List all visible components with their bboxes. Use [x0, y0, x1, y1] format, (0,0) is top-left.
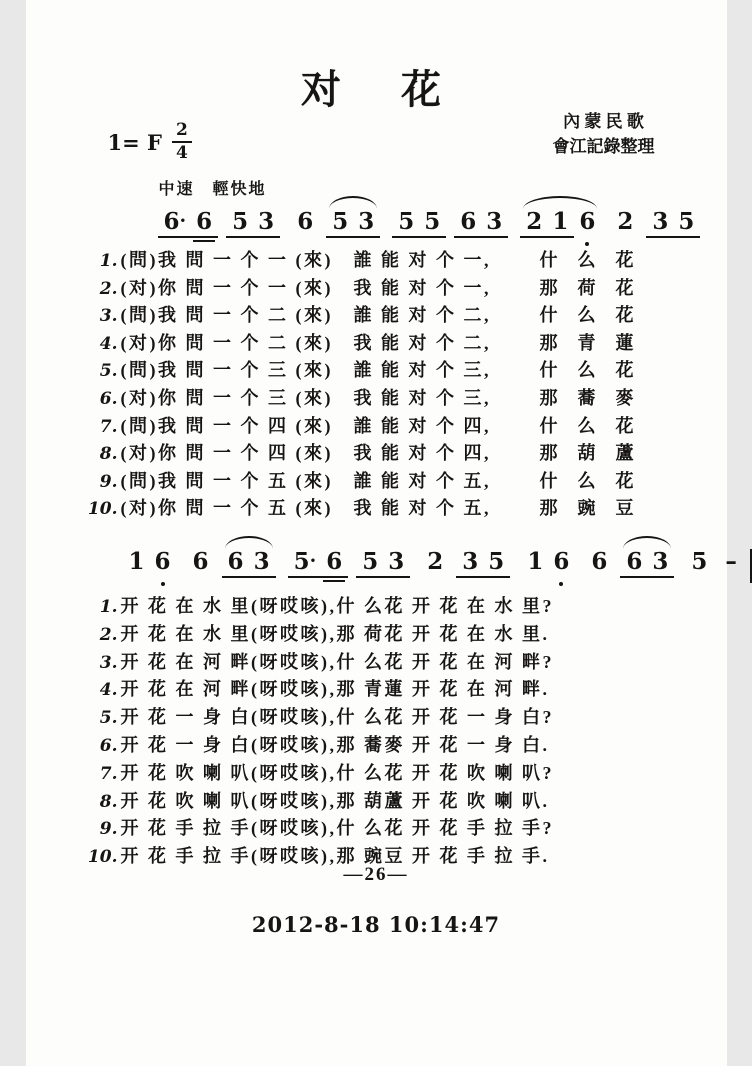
eighth-beam	[288, 550, 349, 578]
verse-number: 9.	[99, 471, 118, 492]
note-group	[422, 547, 448, 579]
note: 6	[321, 550, 347, 573]
note: 5·	[293, 548, 317, 575]
verse-row	[86, 675, 672, 703]
note: 6	[150, 550, 176, 579]
key-signature-prefix: 1= F	[107, 129, 162, 155]
sheet-music-page	[26, 0, 737, 1066]
note: 6	[192, 547, 209, 575]
note: 6	[574, 210, 600, 239]
verse-row	[86, 494, 672, 522]
augmentation-dot: ·	[179, 210, 187, 232]
note-group	[686, 547, 712, 579]
verse-text: (問)我 問 一 个 二 (來) 誰 能 对 个 二,	[120, 305, 491, 326]
verse-row	[86, 384, 672, 412]
note: 1	[128, 547, 145, 575]
note: 6	[626, 548, 643, 575]
song-title: 对 花	[301, 67, 451, 112]
verse-number: 7.	[99, 763, 118, 784]
low-octave-dot	[559, 582, 563, 586]
note: 3	[462, 548, 479, 575]
note: 3	[388, 548, 405, 575]
time-signature-denominator: 4	[175, 143, 188, 163]
verse-text: (問)我 問 一 个 三 (來) 誰 能 对 个 三,	[120, 360, 491, 381]
note: 5	[678, 208, 695, 235]
note: 5	[398, 208, 415, 235]
verse-text: 开 花 一 身 白(呀哎咳),什 么花 开 花 一 身 白?	[120, 707, 554, 728]
note: 6	[227, 548, 244, 575]
verse-section-1	[86, 246, 672, 522]
verse-text: (对)你 問 一 个 二 (來) 我 能 对 个 二,	[120, 332, 491, 353]
verse-text: (对)你 問 一 个 一 (來) 我 能 对 个 一,	[120, 277, 491, 298]
music-line-1	[154, 196, 695, 238]
verse-text: 开 花 在 水 里(呀哎咳),什 么花 开 花 在 水 里?	[120, 596, 554, 616]
verse-text: 开 花 一 身 白(呀哎咳),那 蕎麥 开 花 一 身 白.	[120, 734, 550, 755]
verse-text: (問)我 問 一 个 一 (來) 誰 能 对 个 一,	[120, 250, 491, 270]
verse-number: 10.	[87, 499, 118, 520]
verse-row	[86, 592, 672, 620]
sixteenth-underline	[323, 580, 345, 582]
verse-text: 开 花 吹 喇 叭(呀哎咳),什 么花 开 花 吹 喇 叭?	[120, 762, 554, 783]
note: 2	[617, 207, 634, 235]
verse-number: 10.	[87, 847, 118, 868]
note-group	[522, 547, 574, 579]
note-group	[454, 210, 508, 238]
note: 6·	[163, 208, 187, 235]
credits	[553, 110, 655, 159]
verse-row	[86, 620, 672, 648]
verse-row	[86, 814, 672, 842]
verse-text: (对)你 問 一 个 四 (來) 我 能 对 个 四,	[120, 443, 491, 464]
verse-answer: 什么花	[539, 470, 654, 491]
verse-row	[86, 412, 672, 440]
page-number: —26—	[343, 864, 409, 885]
verse-number: 5.	[99, 708, 118, 729]
verse-number: 2.	[99, 624, 118, 645]
verse-number: 4.	[99, 680, 118, 701]
verse-section-2	[86, 592, 672, 870]
eighth-beam	[646, 210, 700, 238]
credit-transcriber: 會江記錄整理	[552, 136, 655, 156]
tempo-marking: 中速 輕快地	[158, 181, 267, 198]
verse-number: 6.	[99, 735, 118, 756]
note: 3	[358, 208, 375, 235]
verse-answer: 什么花	[539, 250, 654, 270]
note: 3	[652, 208, 669, 235]
verse-text: 开 花 手 拉 手(呀哎咳),什 么花 开 花 手 拉 手?	[120, 818, 554, 839]
verse-number: 3.	[99, 652, 118, 673]
eighth-beam	[226, 210, 280, 238]
verse-row	[86, 703, 672, 731]
note-group	[612, 207, 638, 239]
verse-answer: 什么花	[539, 415, 654, 436]
verse-number: 6.	[99, 388, 118, 409]
verse-text: (問)我 問 一 个 四 (來) 誰 能 对 个 四,	[120, 415, 491, 436]
verse-text: (問)我 問 一 个 五 (來) 誰 能 对 个 五,	[120, 470, 491, 491]
time-signature	[172, 122, 192, 162]
verse-number: 1.	[99, 597, 118, 617]
verse-number: 7.	[99, 416, 118, 437]
note: 5	[691, 547, 708, 575]
note-group	[456, 550, 510, 578]
key-signature	[108, 122, 192, 162]
verse-text: 开 花 在 河 畔(呀哎咳),什 么花 开 花 在 河 畔?	[120, 651, 554, 672]
time-signature-numerator: 2	[172, 122, 192, 143]
note: 1	[552, 208, 569, 235]
note: 6	[191, 210, 217, 233]
note-group	[646, 210, 700, 238]
verse-number: 8.	[99, 791, 118, 812]
verse-number: 9.	[99, 819, 118, 840]
verse-answer: 什么花	[539, 305, 654, 326]
verse-row	[86, 246, 672, 274]
slur	[523, 196, 597, 209]
note: 3	[486, 208, 503, 235]
verse-text: 开 花 在 河 畔(呀哎咳),那 青蓮 开 花 在 河 畔.	[120, 679, 550, 700]
verse-text: (对)你 問 一 个 五 (來) 我 能 对 个 五,	[120, 498, 491, 519]
note-group	[188, 547, 214, 579]
verse-row	[86, 759, 672, 787]
verse-number: 8.	[99, 444, 118, 465]
verse-number: 1.	[99, 251, 118, 271]
note: 5	[362, 548, 379, 575]
eighth-beam	[392, 210, 446, 238]
note: 2	[526, 208, 543, 235]
note-group	[124, 547, 176, 579]
note-group	[520, 207, 600, 239]
credit-origin: 內 蒙 民 歌	[563, 112, 644, 131]
note: 5	[232, 208, 249, 235]
note-group	[720, 547, 742, 579]
note-group	[158, 210, 219, 238]
augmentation-dot: ·	[309, 550, 317, 572]
note-group	[392, 210, 446, 238]
eighth-beam	[158, 210, 219, 238]
note: 6	[460, 208, 477, 235]
verse-number: 3.	[99, 306, 118, 327]
scan-timestamp: 2012-8-18 10:14:47	[251, 912, 501, 937]
verse-text: 开 花 手 拉 手(呀哎咳),那 豌豆 开 花 手 拉 手.	[120, 846, 550, 867]
note: 5	[424, 208, 441, 235]
note: 2	[427, 547, 444, 575]
verse-row	[86, 467, 672, 495]
note: 5	[488, 548, 505, 575]
note-group	[222, 550, 276, 578]
eighth-beam	[356, 550, 410, 578]
verse-answer: 什么花	[539, 360, 654, 381]
eighth-beam	[620, 550, 674, 578]
verse-number: 2.	[99, 278, 118, 299]
verse-answer: 那荷花	[539, 277, 654, 298]
verse-text: 开 花 在 水 里(呀哎咳),那 荷花 开 花 在 水 里.	[120, 623, 550, 644]
eighth-beam	[454, 210, 508, 238]
eighth-beam	[222, 550, 276, 578]
note-group	[226, 210, 280, 238]
verse-text: (对)你 問 一 个 三 (來) 我 能 对 个 三,	[120, 387, 491, 408]
verse-row	[86, 731, 672, 759]
dash-note: –	[725, 547, 737, 575]
note-group	[620, 550, 674, 578]
note: 6	[548, 550, 574, 579]
verse-row	[86, 301, 672, 329]
note: 3	[253, 548, 270, 575]
verse-row	[86, 274, 672, 302]
note: 6	[591, 547, 608, 575]
verse-answer: 那青蓮	[539, 332, 654, 353]
note-group	[292, 207, 318, 239]
note: 3	[258, 208, 275, 235]
note: 3	[652, 548, 669, 575]
verse-answer: 那葫蘆	[539, 443, 654, 464]
verse-row	[86, 439, 672, 467]
note-group	[586, 547, 612, 579]
verse-row	[86, 329, 672, 357]
music-line-2	[120, 536, 737, 578]
verse-answer: 那豌豆	[539, 498, 654, 519]
verse-number: 5.	[99, 361, 118, 382]
note-group	[356, 550, 410, 578]
verse-text: 开 花 吹 喇 叭(呀哎咳),那 葫蘆 开 花 吹 喇 叭.	[120, 790, 550, 811]
note-group	[326, 210, 380, 238]
verse-row	[86, 356, 672, 384]
verse-answer: 那蕎麥	[539, 387, 654, 408]
sixteenth-underline	[193, 240, 215, 242]
verse-number: 4.	[99, 333, 118, 354]
note-group	[288, 550, 349, 578]
note: 1	[527, 547, 544, 575]
low-octave-dot	[161, 582, 165, 586]
eighth-beam	[456, 550, 510, 578]
eighth-beam	[326, 210, 380, 238]
verse-row	[86, 648, 672, 676]
eighth-beam	[520, 210, 574, 238]
note: 6	[297, 207, 314, 235]
verse-row	[86, 787, 672, 815]
note: 5	[332, 208, 349, 235]
